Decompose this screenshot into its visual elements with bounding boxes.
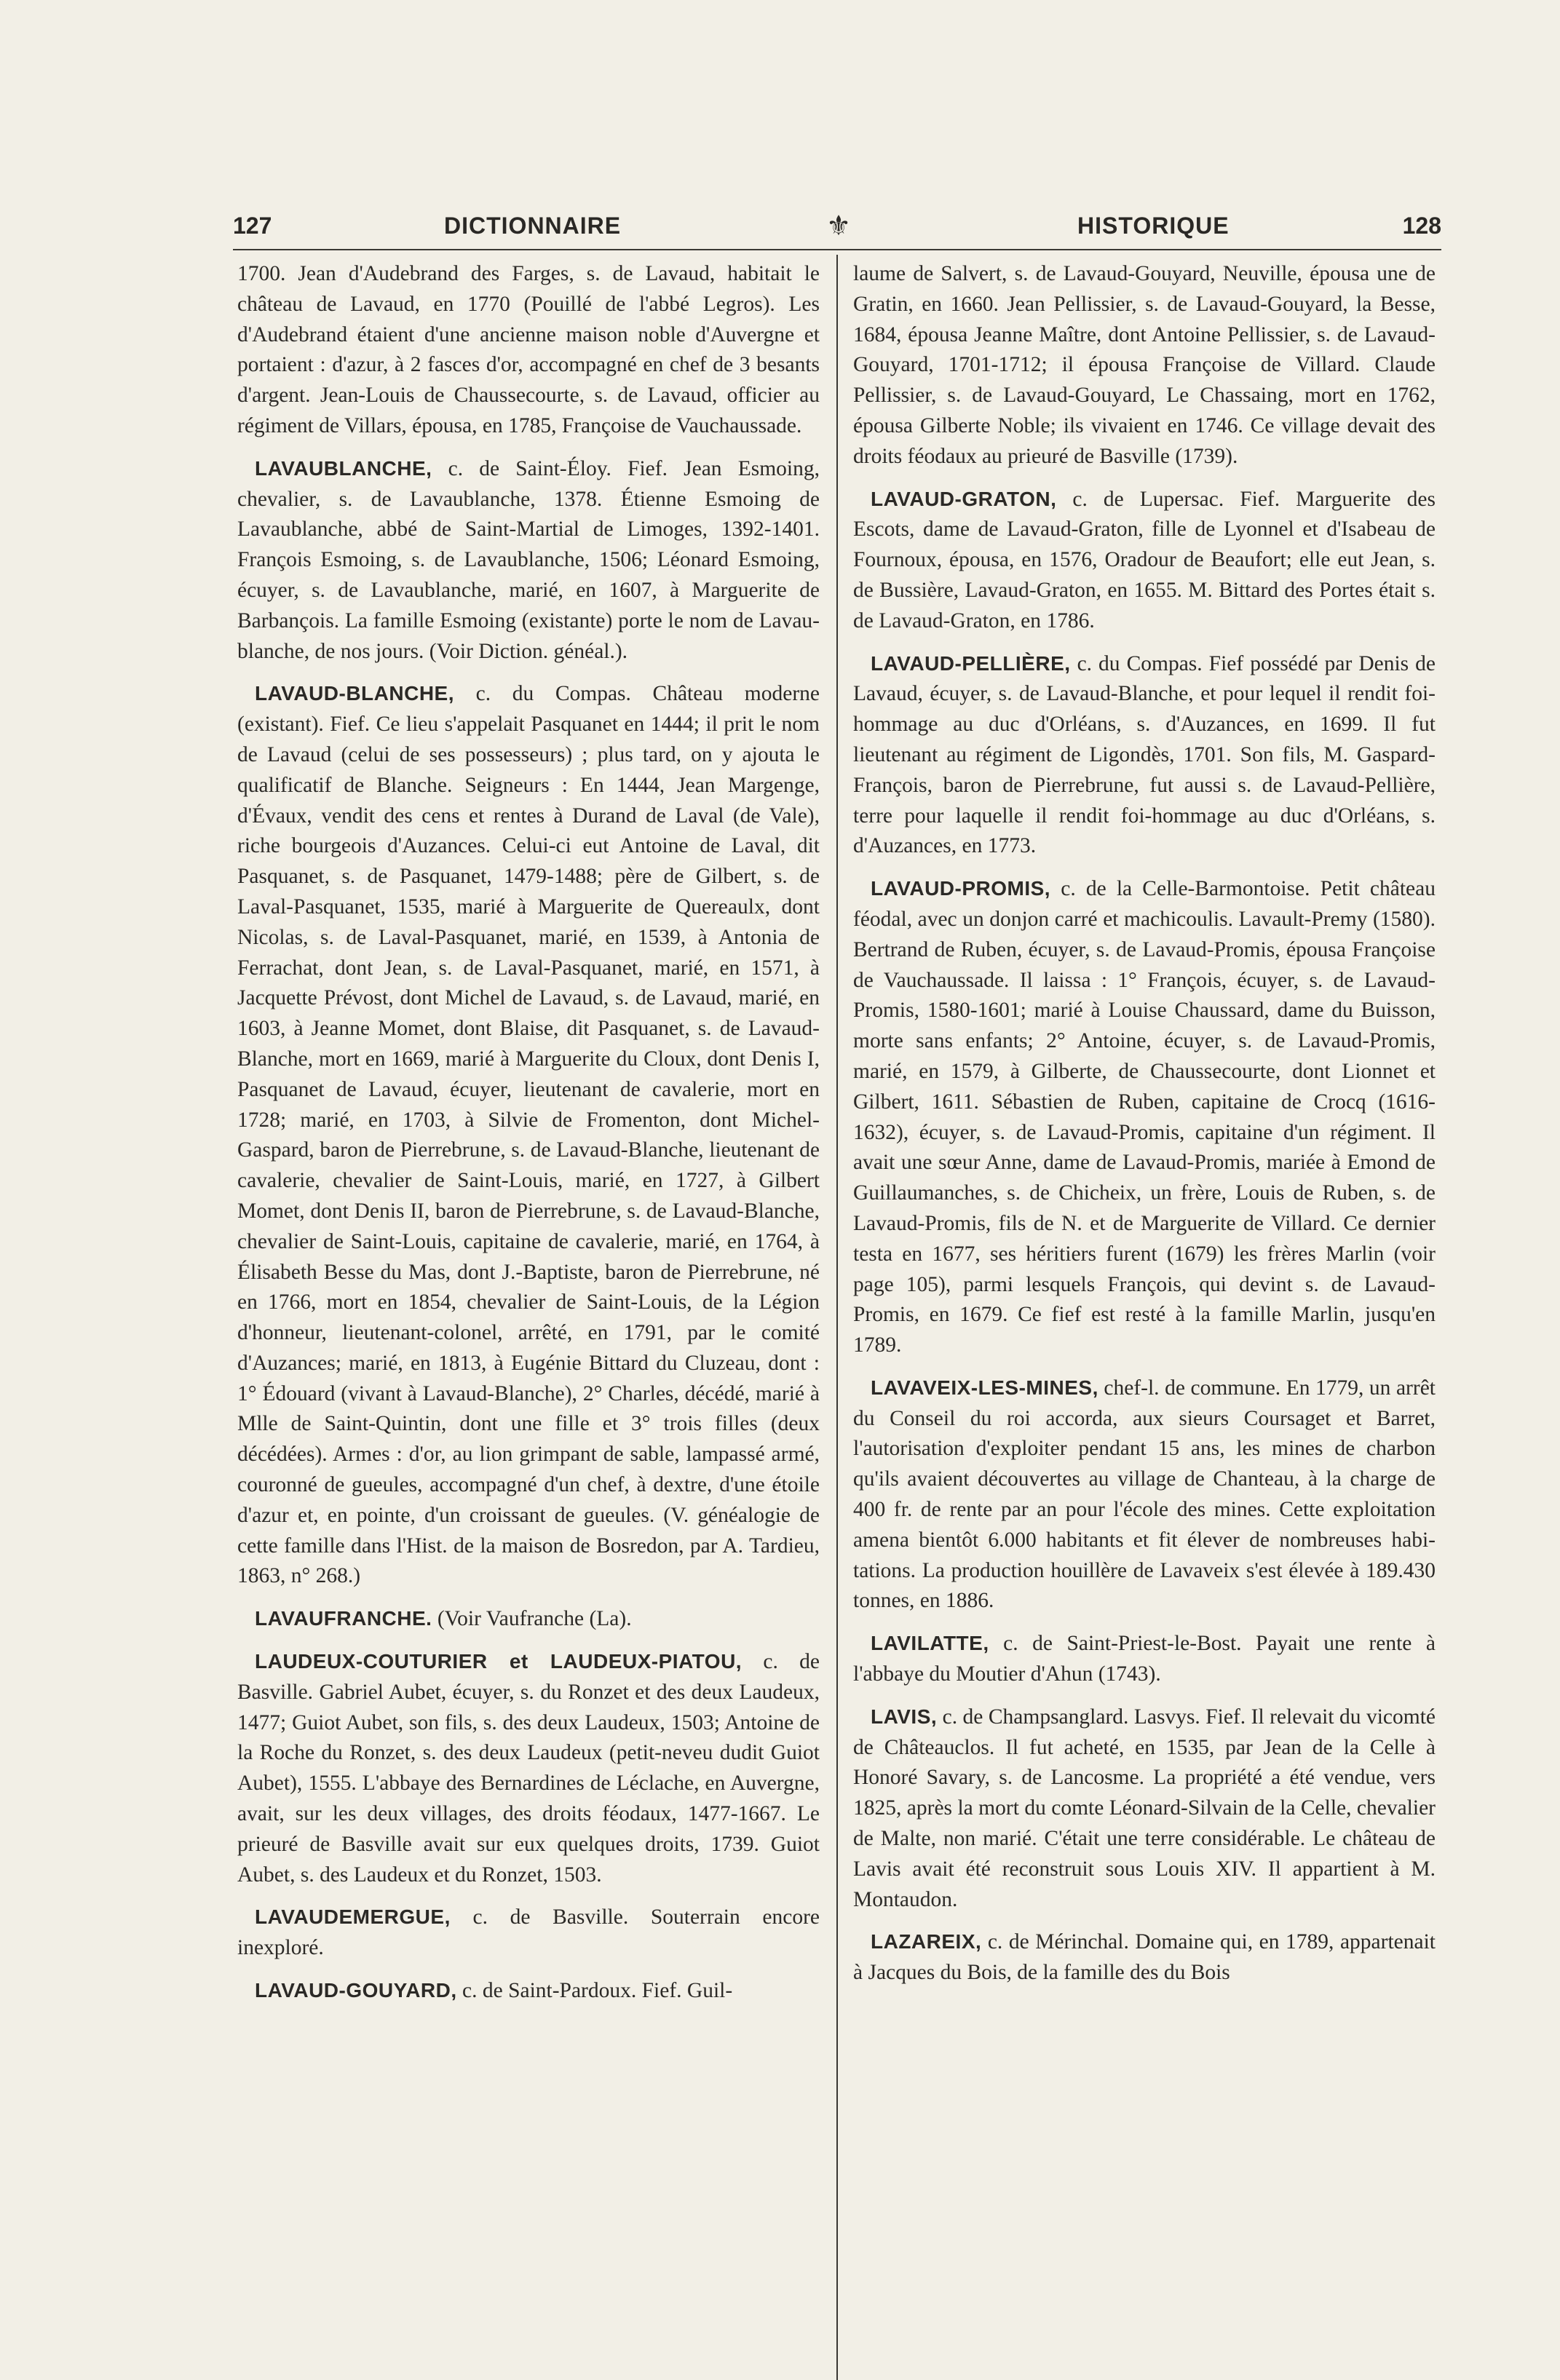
entry-lazareix xyxy=(853,1927,1436,1988)
entry-text: c. de Saint-Pardoux. Fief. Guil- xyxy=(462,1979,733,2003)
entry-headword: LAVILATTE, xyxy=(871,1632,989,1655)
entry-lavaud-pelliere xyxy=(853,648,1436,862)
entry-text: c. du Compas. Château moderne (existant). Fief. Ce lieu s'appelait Pasquanet en 1444; il prit le nom de Lavaud (celui de ses possesseurs) ; plus tard, on y ajouta le qualificatif de Blanche. Seigneurs : En 1444, Jean Margenge, d'Évaux, vendit des cens et rentes à Durand de Laval (de Vale), riche bourgeois d'Auzances. Celui-ci eut Antoine de Laval, dit Pasquanet, s. de Pasquanet, 1479-1488; père de Gilbert, s. de Laval-Pasquanet, 1535, marié à Marguerite de Quereaulx, dont Nicolas, s. de Laval-Pasquanet, marié, en 1539, à Antonia de Ferrachat, dont Jean, s. de Laval-Pasquanet, marié, en 1571, à Jacquette Prévost, dont Michel de Lavaud, s. de Lavaud, marié, en 1603, à Jeanne Momet, dont Blaise, dit Pasquanet, s. de Lavaud-Blanche, mort en 1669, marié à Marguerite du Cloux, dont Denis I, Pasquanet de Lavaud, écuyer, lieutenant de cavalerie, mort en 1728; marié, en 1703, à Silvie de Fromenton, dont Michel-Gaspard, baron de Pierrebrune, s. de Lavaud-Blanche, lieutenant de cavalerie, chevalier de Saint-Louis, marié, en 1727, à Gilbert Momet, dont Denis II, baron de Pierrebrune, s. de Lavaud-Blanche, chevalier de Saint-Louis, capitaine de cavalerie, marié, en 1764, à Élisabeth Besse du Mas, dont J.-Baptiste, baron de Pierrebrune, né en 1766, mort en 1854, chevalier de Saint-Louis, de la Légion d'honneur, lieutenant-colonel, arrêté, en 1791, par le comité d'Auzances; marié, en 1813, à Eugénie Bittard du Cluzeau, dont : 1° Édouard (vivant à Lavaud-Blanche), 2° Charles, décédé, marié à Mlle de Saint-Quintin, dont une fille et 3° trois filles (deux décédées). Armes : d'or, au lion grimpant de sable, lampassé armé, couronné de gueules, accompagné d'un chef, à dextre, d'une étoile d'azur et, en pointe, d'un croissant de gueules. (V. généalogie de cette famille dans l'Hist. de la maison de Bosredon, par A. Tardieu, 1863, n° 268.) xyxy=(237,682,820,1588)
entry-lavaud-blanche xyxy=(237,678,820,1592)
running-title-right: HISTORIQUE xyxy=(1077,213,1230,239)
entry-headword: LAVIS, xyxy=(871,1705,938,1728)
page-number-left: 127 xyxy=(233,213,272,239)
entry-lavaudemergue xyxy=(237,1902,820,1964)
left-column xyxy=(237,259,820,2341)
entry-lavaublanche xyxy=(237,453,820,667)
entry-lavaud-graton xyxy=(853,484,1436,637)
entry-headword: LAVAUFRANCHE. xyxy=(255,1607,432,1630)
entry-lavilatte xyxy=(853,1628,1436,1690)
entry-lavis xyxy=(853,1702,1436,1916)
running-title-left: DICTIONNAIRE xyxy=(444,213,622,239)
entry-text: c. de Mérinchal. Domaine qui, en 1789, appartenait à Jacques du Bois, de la famille des du Bois xyxy=(853,1930,1436,1985)
entry-headword: LAVAUD-GRATON, xyxy=(871,487,1057,510)
continued-paragraph: laume de Salvert, s. de Lavaud-Gouyard, Neuville, épousa une de Gratin, en 1660. Jean Pellissier, s. de Lavaud-Gouyard, la Besse, 1684, épousa Jeanne Maître, dont Antoine Pellissier, s. de Lavaud-Gouyard, 1701-1712; il épousa Françoise de Villard. Claude Pellissier, s. de Lavaud-Gouyard, Le Chassaing, mort en 1762, épousa Gilberte Noble; ils vivaient en 1746. Ce village devait des droits féodaux au prieuré de Basville (1739). xyxy=(853,262,1436,468)
entry-laudeux xyxy=(237,1646,820,1890)
entry-text: (Voir Vaufranche (La). xyxy=(437,1607,632,1631)
entry-text: c. de Saint-Éloy. Fief. Jean Esmoing, chevalier, s. de Lavaublanche, 1378. Étienne Esmoing de Lavaublanche, abbé de Saint-Martial de Limoges, 1392-1401. François Esmoing, s. de Lavaublanche, 1506; Léonard Esmoing, écuyer, s. de Lavaublanche, marié, en 1607, à Marguerite de Barbançois. La famille Esmoing (existante) porte le nom de Lavaublanche, de nos jours. (Voir Diction. généal.). xyxy=(237,456,820,663)
entry-headword: LAVAUDEMERGUE, xyxy=(255,1905,451,1929)
continued-paragraph: 1700. Jean d'Audebrand des Farges, s. de Lavaud, habitait le château de Lavaud, en 1770 (Pouillé de l'abbé Legros). Les d'Audebrand étaient d'une ancienne maison noble d'Auvergne et portaient : d'azur, à 2 fasces d'or, accompagné en chef de 3 besants d'argent. Jean-Louis de Chaussecourte, s. de Lavaud, officier au régiment de Villars, épousa, en 1785, Françoise de Vauchaussade. xyxy=(237,262,820,437)
page-number-right: 128 xyxy=(1402,213,1441,239)
entry-headword: LAVAUD-PELLIÈRE, xyxy=(871,651,1071,675)
entry-headword: LAUDEUX-COUTURIER et LAUDEUX-PIATOU, xyxy=(255,1650,743,1673)
header-rule xyxy=(233,249,1441,250)
right-column xyxy=(853,259,1436,2341)
entry-headword: LAZAREIX, xyxy=(871,1930,982,1953)
entry-headword: LAVAUD-PROMIS, xyxy=(871,877,1051,900)
entry-headword: LAVAUD-BLANCHE, xyxy=(255,682,454,705)
entry-headword: LAVAVEIX-LES-MINES, xyxy=(871,1376,1098,1399)
entry-lavaufranche xyxy=(237,1603,820,1635)
entry-lavaud-gouyard xyxy=(237,1975,820,2007)
entry-text: chef-l. de commune. En 1779, un arrêt du Conseil du roi accorda, aux sieurs Coursaget et Barret, l'autorisation d'exploiter pendant 15 ans, les mines de charbon qu'ils avaient découvertes au village de Chanteau, à la charge de 400 fr. de rente par an pour l'école des mines. Cette exploitation amena bientôt 6.000 habitants et fit élever de nombreuses habitations. La production houillère de Lavaveix s'est élevée à 189.430 tonnes, en 1886. xyxy=(853,1376,1436,1613)
column-divider xyxy=(836,255,838,2380)
entry-headword: LAVAUD-GOUYARD, xyxy=(255,1979,457,2002)
entry-text: c. de Basville. Souterrain encore inexploré. xyxy=(237,1905,820,1960)
entry-text: c. de Basville. Gabriel Aubet, écuyer, s. du Ronzet et des deux Laudeux, 1477; Guiot Aubet, son fils, s. des deux Laudeux, 1503; Antoine de la Roche du Ronzet, s. des deux Laudeux (petit-neveu dudit Guiot Aubet), 1555. L'abbaye des Bernardines de Léclache, en Auvergne, avait, sur les deux villages, des droits féodaux, 1477-1667. Le prieuré de Basville avait sur eux quelques droits, 1739. Guiot Aubet, s. des Laudeux et du Ronzet, 1503. xyxy=(237,1650,820,1887)
entry-text: c. de Champsanglard. Lasvys. Fief. Il relevait du vicomté de Châteauclos. Il fut acheté, en 1535, par Jean de la Celle à Honoré Savary, s. de Lancosme. La propriété a été vendue, vers 1825, après la mort du comte Léonard-Silvain de la Celle, chevalier de Malte, non marié. C'était une terre considérable. Le château de Lavis avait été reconstruit sous Louis XIV. Il appartient à M. Montaudon. xyxy=(853,1705,1436,1911)
entry-text: c. de Saint-Priest-le-Bost. Payait une rente à l'abbaye du Moutier d'Ahun (1743). xyxy=(853,1632,1436,1686)
fleur-de-lis-icon: ⚜ xyxy=(826,210,852,242)
page-header xyxy=(233,210,1441,247)
entry-text: c. du Compas. Fief possédé par Denis de Lavaud, écuyer, s. de Lavaud-Blanche, et pour lequel il rendit foi-hommage au duc d'Orléans, s. d'Auzances, en 1699. Il fut lieutenant au régiment de Ligondès, 1701. Son fils, M. Gaspard-François, baron de Pierrebrune, fut aussi s. de Lavaud-Pellière, terre pour laquelle il rendit foi-hommage au duc d'Orléans, s. d'Auzances, en 1773. xyxy=(853,651,1436,858)
entry-lavaveix-les-mines xyxy=(853,1373,1436,1617)
entry-headword: LAVAUBLANCHE, xyxy=(255,456,432,480)
entry-text: c. de Lupersac. Fief. Marguerite des Escots, dame de Lavaud-Graton, fille de Lyonnel et d'Isabeau de Fournoux, épousa, en 1576, Oradour de Beaufort; elle eut Jean, s. de Bussière, Lavaud-Graton, en 1655. M. Bittard des Portes était s. de Lavaud-Graton, en 1786. xyxy=(853,487,1436,632)
entry-lavaud-promis xyxy=(853,873,1436,1361)
entry-text: c. de la Celle-Barmontoise. Petit château féodal, avec un donjon carré et machicoulis. Lavault-Premy (1580). Bertrand de Ruben, écuyer, s. de Lavaud-Promis, épousa Françoise de Vauchaussade. Il laissa : 1° François, écuyer, s. de Lavaud-Promis, 1580-1601; marié à Louise Chaussard, dame du Buisson, morte sans enfants; 2° Antoine, écuyer, s. de Lavaud-Promis, marié, en 1579, à Gilberte, de Chaussecourte, dont Lionnet et Gilbert, 1611. Sébastien de Ruben, capitaine de Crocq (1616-1632), écuyer, s. de Lavaud-Promis, capitaine d'un régiment. Il avait une sœur Anne, dame de Lavaud-Promis, mariée à Emond de Guillaumanches, s. de Chicheix, un frère, Louis de Ruben, s. de Lavaud-Promis, fils de N. et de Marguerite de Villard. Ce dernier testa en 1677, ses héritiers furent (1679) les frères Marlin (voir page 105), parmi lesquels François, qui devint s. de Lavaud-Promis, en 1679. Ce fief est resté à la famille Marlin, jusqu'en 1789. xyxy=(853,877,1436,1357)
